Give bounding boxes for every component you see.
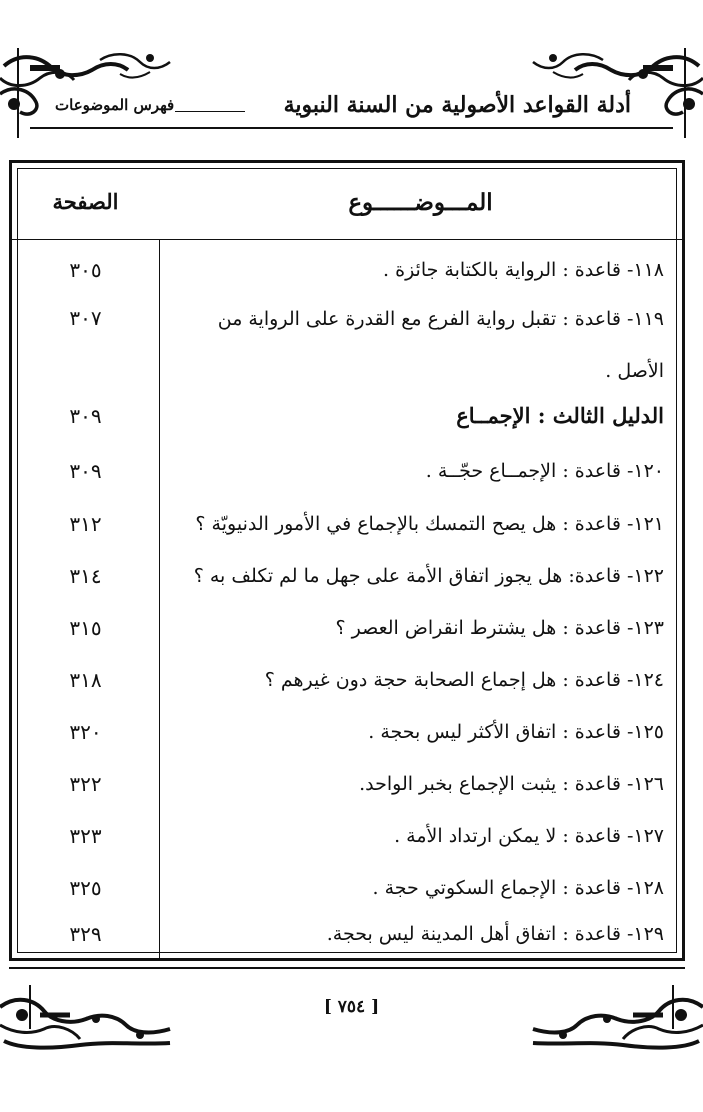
row-topic: ١١٩- قاعدة : تقبل رواية الفرع مع القدرة على الرواية من الأصل . — [217, 308, 664, 382]
row-topic: ١٢٧- قاعدة : لا يمكن ارتداد الأمة . — [394, 825, 664, 847]
section-heading: الدليل الثالث : الإجمــاع — [456, 403, 664, 428]
row-topic: ١٢٤- قاعدة : هل إجماع الصحابة حجة دون غيرهم ؟ — [264, 669, 664, 691]
row-page: ٣٢٥ — [69, 876, 102, 900]
contents-table — [9, 160, 685, 961]
running-title: أدلة القواعد الأصولية من السنة النبوية — [283, 92, 631, 118]
column-divider — [159, 239, 160, 958]
column-header-topic: المـــوضــــــوع — [348, 189, 493, 216]
row-topic: ١٢٠- قاعدة : الإجمــاع حجّــة . — [425, 460, 664, 482]
page-number: [ ٧٥٤ ] — [323, 997, 380, 1017]
running-section-title: فهرس الموضوعات — [55, 96, 175, 114]
ornament-top-left-icon — [0, 48, 190, 138]
row-topic: ١١٨- قاعدة : الرواية بالكتابة جائزة . — [383, 259, 664, 281]
row-topic: ١٢٥- قاعدة : اتفاق الأكثر ليس بحجة . — [368, 721, 664, 743]
column-header-page: الصفحة — [52, 189, 119, 214]
row-topic: ١٢٣- قاعدة : هل يشترط انقراض العصر ؟ — [335, 617, 664, 639]
row-topic: ١٢٩- قاعدة : اتفاق أهل المدينة ليس بحجة. — [326, 923, 664, 945]
ornament-bottom-left-icon — [0, 985, 190, 1055]
row-topic: ١٢١- قاعدة : هل يصح التمسك بالإجماع في الأمور الدنيويّة ؟ — [195, 513, 664, 535]
row-page: ٣٢٠ — [69, 720, 102, 744]
row-page: ٣١٤ — [69, 564, 102, 588]
row-page: ٣١٥ — [69, 616, 102, 640]
row-topic: ١٢٨- قاعدة : الإجماع السكوتي حجة . — [372, 877, 664, 899]
row-page: ٣٢٩ — [69, 922, 102, 946]
row-page: ٣٠٩ — [69, 459, 102, 483]
row-topic: ١٢٦- قاعدة : يثبت الإجماع بخبر الواحد. — [359, 773, 664, 795]
header-rule — [30, 127, 673, 129]
row-page: ٣٠٩ — [69, 404, 102, 428]
ornament-bottom-right-icon — [513, 985, 703, 1055]
row-page: ٣٢٣ — [69, 824, 102, 848]
row-page: ٣٢٢ — [69, 772, 102, 796]
row-page: ٣١٨ — [69, 668, 102, 692]
page-header — [0, 0, 703, 150]
running-title-separator — [175, 111, 245, 112]
row-page: ٣٠٥ — [69, 258, 102, 282]
row-page: ٣١٢ — [69, 512, 102, 536]
row-page: ٣٠٧ — [69, 306, 102, 330]
header-row-rule — [12, 239, 682, 240]
row-topic: ١٢٢- قاعدة: هل يجوز اتفاق الأمة على جهل ما لم تكلف به ؟ — [193, 565, 664, 587]
footer-rule — [9, 967, 685, 969]
